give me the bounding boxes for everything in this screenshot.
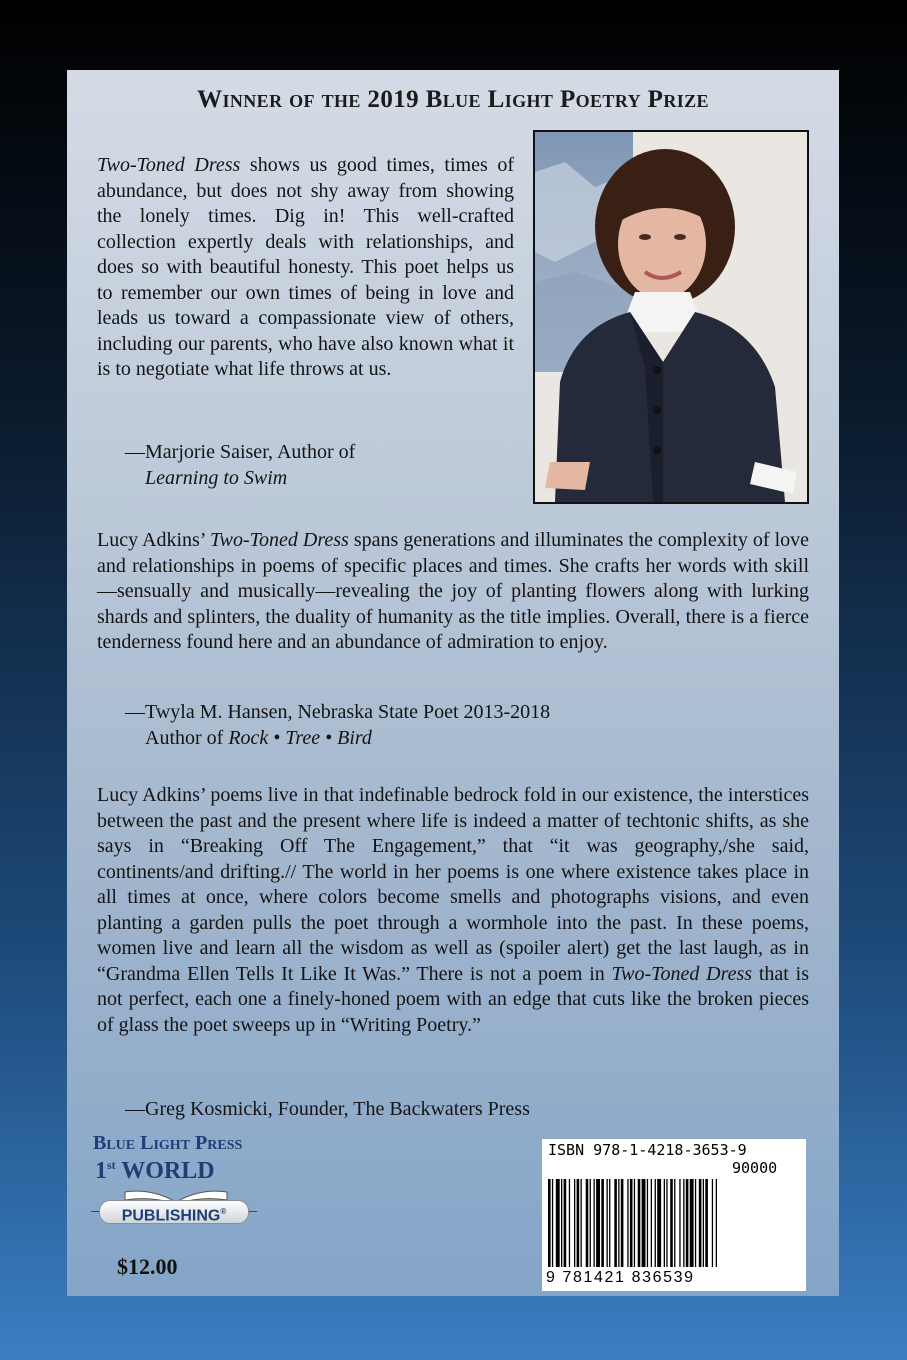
barcode-bar <box>690 1179 694 1267</box>
barcode-bar <box>586 1179 589 1267</box>
author-portrait-icon <box>535 132 807 502</box>
barcode-bar <box>564 1179 567 1267</box>
publisher-badge <box>99 1200 249 1224</box>
barcode-bar <box>552 1179 553 1267</box>
review-text-end: that is not perfect, each one a finely-honed poem with an edge that cuts like the broken pieces of glass the poet sweeps up in “Writing Poetry.” <box>97 962 809 1036</box>
attribution-greg-kosmicki: —Greg Kosmicki, Founder, The Backwaters Press <box>125 1098 530 1120</box>
book-title: Two-Toned Dress <box>97 154 241 176</box>
review-text-start: Lucy Adkins’ <box>97 529 211 551</box>
barcode-bar <box>601 1179 604 1267</box>
barcode-price-code: 90000 <box>732 1159 778 1177</box>
barcode-bar <box>581 1179 582 1267</box>
barcode-bar <box>596 1179 600 1267</box>
barcode-bar <box>647 1179 648 1267</box>
barcode-bar <box>618 1179 619 1267</box>
barcode-bar <box>607 1179 608 1267</box>
publisher-badge-text: PUBLISHING <box>121 1207 221 1225</box>
barcode-bar <box>609 1179 610 1267</box>
barcode-digits: 9 781421 836539 <box>546 1269 695 1286</box>
barcode-bar <box>590 1179 591 1267</box>
review-text-start: Lucy Adkins’ poems live in that indefinable bedrock fold in our existence, the interstices between the past and the present where life is indeed a matter of techtonic shifts, as she says in “Breaking Off The Engagement,” that “it was geography,/she said, continents/and drifting.// The world in her poems is one where existence takes place in all times at once, where colors become smells and photographs visions, and even planting a garden pulls the poet through a wormhole into the past. In these poems, women live and learn all the wisdom as well as (spoiler alert) get the last laugh, as in “Grandma Ellen Tells It Like It Was.” There is not a poem in <box>97 784 809 985</box>
barcode-bar <box>638 1179 641 1267</box>
review-twyla-hansen <box>97 528 809 656</box>
attribution-marjorie-saiser <box>125 440 505 491</box>
attribution-twyla-hansen <box>125 700 765 751</box>
barcode-bar <box>674 1179 675 1267</box>
barcode-bar <box>670 1179 673 1267</box>
isbn-barcode <box>542 1139 806 1291</box>
barcode-bar <box>664 1179 665 1267</box>
barcode-bar <box>703 1179 704 1267</box>
barcode-bar <box>705 1179 708 1267</box>
barcode-bar <box>614 1179 617 1267</box>
publisher-logo <box>89 1132 259 1282</box>
barcode-bar <box>695 1179 696 1267</box>
price: $12.00 <box>117 1254 178 1279</box>
barcode-bar <box>634 1179 635 1267</box>
barcode-bar <box>569 1179 570 1267</box>
barcode-bar <box>657 1179 661 1267</box>
barcode-bar <box>686 1179 689 1267</box>
barcode-bar <box>679 1179 680 1267</box>
barcode-bar <box>621 1179 624 1267</box>
back-cover-panel <box>67 70 839 1296</box>
imprint-number: 1 <box>95 1158 107 1184</box>
imprint-ordinal: st <box>107 1158 116 1172</box>
barcode-bar <box>655 1179 656 1267</box>
review-greg-kosmicki <box>97 783 809 1038</box>
review-marjorie-saiser <box>97 153 514 383</box>
barcode-bar <box>699 1179 702 1267</box>
barcode-bar <box>683 1179 684 1267</box>
barcode-bar <box>716 1179 717 1267</box>
attribution-book-title: Learning to Swim <box>145 466 288 489</box>
barcode-bar <box>548 1179 551 1267</box>
publisher-name: Blue Light Press <box>93 1132 243 1154</box>
award-headline: Winner of the 2019 Blue Light Poetry Prize <box>197 86 709 113</box>
attribution-book-title: Rock • Tree • Bird <box>228 726 372 749</box>
review-text-end: spans generations and illuminates the complexity of love and relationships in poems of specific places and times. She crafts her words with skill—sensually and musically—revealing the joy of planting flowers along with lurking shards and splinters, the duality of humanity as the title implies. Overall, there is a fierce tenderness found here and an abundance of admiration to enjoy. <box>97 529 810 653</box>
attribution-name: —Marjorie Saiser, Author of <box>125 441 356 463</box>
review-text: shows us good times, times of abundance, but does not shy away from showing the lonely times. Dig in! This well-crafted collection expertly deals with relationships, and does so with beautiful honesty. This poet helps us to remember our own times of being in love and leads us toward a compassionate view of others, including our parents, who have also known what it is to negotiate what life throws at us. <box>97 154 514 380</box>
barcode-bar <box>574 1179 575 1267</box>
author-photo <box>533 130 809 504</box>
imprint-word: WORLD <box>115 1158 215 1184</box>
barcode-bar <box>642 1179 646 1267</box>
barcode-bar <box>666 1179 667 1267</box>
registered-mark: ® <box>220 1207 227 1216</box>
publisher-imprint <box>95 1158 215 1185</box>
barcode-bar <box>561 1179 562 1267</box>
isbn-text: ISBN 978-1-4218-3653-9 <box>548 1141 747 1159</box>
barcode-bar <box>556 1179 560 1267</box>
barcode-bar <box>712 1179 713 1267</box>
barcode-bar <box>594 1179 595 1267</box>
attribution-prefix: Author of <box>145 726 229 749</box>
barcode-bar <box>577 1179 580 1267</box>
barcode-bar <box>627 1179 628 1267</box>
book-title: Two-Toned Dress <box>611 962 753 985</box>
barcode-bar <box>630 1179 633 1267</box>
barcode-bars <box>546 1179 802 1269</box>
attribution-name: —Twyla M. Hansen, Nebraska State Poet 2013-2018 <box>125 701 551 723</box>
barcode-bar <box>651 1179 652 1267</box>
book-title: Two-Toned Dress <box>210 529 349 551</box>
